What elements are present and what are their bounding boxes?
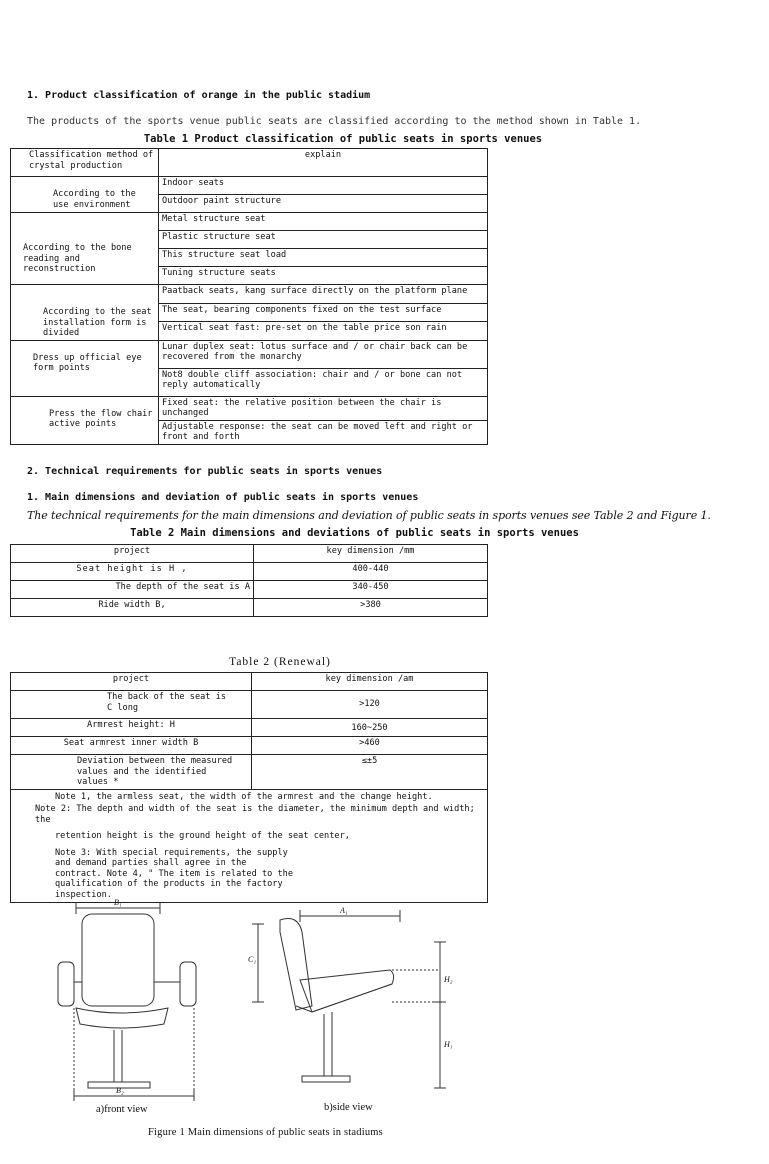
figure-caption: Figure 1 Main dimensions of public seats in stadiums: [148, 1127, 383, 1138]
table1-title: Table 1 Product classification of public seats in sports venues: [143, 133, 543, 145]
dim-c-label: C₁: [248, 955, 257, 964]
table1-item: Plastic structure seat: [159, 231, 488, 249]
side-view-label: b)side view: [324, 1102, 373, 1113]
table1-item: The seat, bearing components fixed on the test surface: [159, 303, 488, 322]
section1-heading: 1. Product classification of orange in the public stadium: [27, 90, 371, 101]
table1-method-form: Dress up official eye form points: [11, 340, 159, 396]
table2: [10, 544, 488, 617]
table1-item: Vertical seat fast: pre-set on the table price son rain: [159, 322, 488, 341]
table2r-row-project: The back of the seat is C long: [11, 691, 252, 719]
dim-a-label: A₁: [340, 906, 348, 915]
table1-method-use-environment: According to the use environment: [11, 177, 159, 213]
table1-method-installation: According to the seat installation form is divided: [11, 285, 159, 341]
note-line: and demand parties shall agree in the: [55, 858, 247, 868]
section2-intro: The technical requirements for the main dimensions and deviation of public seats in sports venues see Table 2 and Figure 1.: [27, 509, 711, 522]
table2r-row-value: ≤±5: [252, 755, 488, 790]
table2-row-project: Ride width B,: [11, 599, 254, 617]
note-line: Note 2: The depth and width of the seat is the diameter, the minimum depth and width; the: [35, 804, 475, 825]
table2r-row-project: Seat armrest inner width B: [11, 737, 252, 755]
table1-item: Outdoor paint structure: [159, 195, 488, 213]
section2-heading: 2. Technical requirements for public seats in sports venues: [27, 466, 383, 477]
table2r-row-project: Armrest height: H: [11, 719, 252, 737]
table1-item: Fixed seat: the relative position between the chair is unchanged: [159, 396, 488, 420]
table1-item: Indoor seats: [159, 177, 488, 195]
note-line: contract. Note 4, " The item is related to the: [55, 868, 293, 879]
front-view-label: a)front view: [96, 1104, 148, 1115]
table1-method-structure: According to the bone reading and reconstruction: [11, 213, 159, 285]
table1-header-method: Classification method of crystal production: [11, 149, 159, 177]
table1-header-explain: explain: [159, 149, 488, 177]
table2r-row-value: >120: [252, 691, 488, 719]
note-line: qualification of the products in the factory: [55, 879, 283, 889]
dim-h1-label: H₁: [444, 1040, 453, 1049]
note-line: Note 1, the armless seat, the width of the armrest and the change height.: [55, 791, 433, 802]
note-line: retention height is the ground height of the seat center,: [55, 831, 350, 841]
table2-title: Table 2 Main dimensions and deviations of public seats in sports venues: [130, 527, 579, 539]
table1-item: Not8 double cliff association: chair and / or bone can not reply automatically: [159, 368, 488, 396]
table2-row-value: 340-450: [254, 581, 488, 599]
table1-item: This structure seat load: [159, 249, 488, 267]
table2r-notes: [11, 789, 488, 903]
dim-b2-label: B₂: [116, 1086, 124, 1095]
dim-b1-label: B₁: [114, 898, 122, 907]
table2-renewal: [10, 672, 488, 903]
side-view-drawing: [240, 902, 455, 1097]
table2r-row-project: Deviation between the measured values and the identified values *: [11, 755, 252, 790]
table1-item: Lunar duplex seat: lotus surface and / or chair back can be recovered from the monarchy: [159, 340, 488, 368]
section2-subheading: 1. Main dimensions and deviation of public seats in sports venues: [27, 492, 419, 503]
table2r-header-project: project: [11, 673, 252, 691]
front-view-drawing: [50, 896, 220, 1101]
table1-method-active: Press the flow chair active points: [11, 396, 159, 444]
section1-intro: The products of the sports venue public seats are classified according to the method shown in Table 1.: [27, 116, 642, 127]
table2r-header-dimension: key dimension /am: [252, 673, 488, 691]
table2-row-value: >380: [254, 599, 488, 617]
table1-item: Tuning structure seats: [159, 267, 488, 285]
note-line: inspection.: [55, 889, 112, 900]
table1-item: Adjustable response: the seat can be moved left and right or front and forth: [159, 420, 488, 444]
table2r-title: Table 2 (Renewal): [229, 656, 331, 668]
note-line: Note 3: With special requirements, the supply: [55, 847, 288, 858]
table2-row-project: Seat height is H ,: [11, 563, 254, 581]
table1-item: Paatback seats, kang surface directly on the platform plane: [159, 285, 488, 304]
table2-header-project: project: [11, 545, 254, 563]
table2-row-project: The depth of the seat is A: [11, 581, 254, 599]
table1: [10, 148, 488, 445]
table2-header-dimension: key dimension /mm: [254, 545, 488, 563]
table2r-row-value: >460: [252, 737, 488, 755]
table1-item: Metal structure seat: [159, 213, 488, 231]
table2-row-value: 400-440: [254, 563, 488, 581]
dim-h2-label: H₂: [444, 975, 453, 984]
table2r-row-value: 160~250: [252, 719, 488, 737]
